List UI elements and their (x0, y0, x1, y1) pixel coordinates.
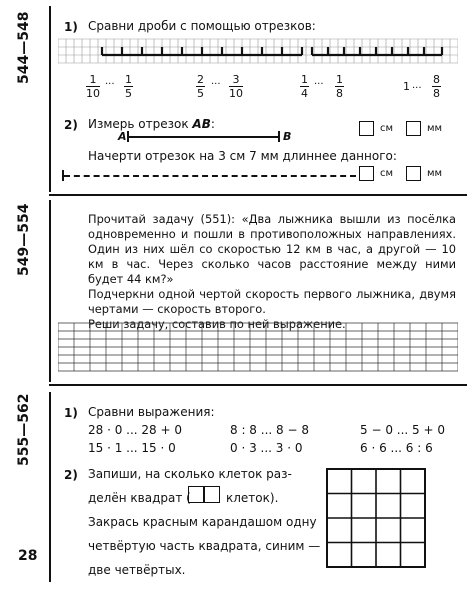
instruction-line: клеток). (226, 491, 279, 505)
expression: 28 · 0 ... 28 + 0 (88, 423, 183, 437)
underline-instruction: Подчеркни одной чертой скорость первого лыжника, двумя чертами — скорость второго. (88, 287, 456, 316)
divided-square[interactable] (326, 468, 426, 568)
answer-box-cm[interactable] (359, 121, 374, 136)
solve-instruction: Реши задачу, составив по ней выражение. (88, 317, 346, 331)
point-b-label: B (283, 130, 292, 143)
page-number: 28 (18, 548, 38, 564)
task-number: 2) (64, 468, 78, 482)
margin-rule-1 (49, 6, 51, 192)
section-divider-1 (49, 194, 467, 196)
instruction-line: Запиши, на сколько клеток раз- (88, 467, 292, 481)
unit-mm: мм (427, 168, 443, 179)
answer-box-mm[interactable] (406, 121, 421, 136)
point-a-label: A (118, 130, 127, 143)
expression: 6 · 6 ... 6 : 6 (360, 441, 433, 455)
instruction-line: четвёртую часть квадрата, синим — (88, 539, 321, 553)
margin-rule-2 (49, 200, 51, 382)
answer-box-cm-2[interactable] (359, 166, 374, 181)
margin-rule-3 (49, 392, 51, 582)
segment-a-tick (127, 131, 129, 142)
section-label-544-548: 544—548 (16, 11, 32, 84)
task-number: 2) (64, 118, 78, 132)
fraction-segments-grid (58, 38, 458, 64)
answer-box-cells[interactable] (188, 486, 220, 503)
task-number: 1) (64, 406, 78, 420)
problem-statement: Прочитай задачу (551): «Два лыжника вышли из посёлка одновременно и пошли в противоположных направлениях. Один из них шёл со скоростью 12 км в час, а другой — 10 км в час. Через сколько часов расстояние между ними будет 44 км?» (88, 212, 456, 286)
expression: 0 · 3 ... 3 · 0 (230, 441, 303, 455)
task-title: Сравни дроби с помощью отрезков: (88, 19, 316, 33)
answer-grid (58, 322, 458, 372)
unit-cm: см (380, 168, 394, 179)
dashed-guide-line (64, 175, 356, 177)
problem-text (88, 212, 456, 332)
task-number: 1) (64, 20, 78, 34)
segment-ab (127, 136, 279, 138)
draw-instruction: Начерти отрезок на 3 см 7 мм длиннее данного: (88, 149, 397, 163)
expression: 8 : 8 ... 8 − 8 (230, 423, 309, 437)
section-divider-2 (49, 384, 467, 386)
expression: 5 − 0 ... 5 + 0 (360, 423, 445, 437)
measure-instruction: Измерь отрезок AB: (88, 117, 215, 131)
instruction-line: делён квадрат ( (88, 491, 191, 505)
section-label-555-562: 555—562 (16, 393, 32, 466)
instruction-line: две четвёртых. (88, 563, 186, 577)
answer-box-mm-2[interactable] (406, 166, 421, 181)
task-title: Сравни выражения: (88, 405, 215, 419)
expression: 15 · 1 ... 15 · 0 (88, 441, 176, 455)
instruction-line: Закрась красным карандашом одну (88, 515, 317, 529)
unit-mm: мм (427, 123, 443, 134)
segment-b-tick (278, 131, 280, 142)
unit-cm: см (380, 123, 394, 134)
section-label-549-554: 549—554 (16, 203, 32, 276)
